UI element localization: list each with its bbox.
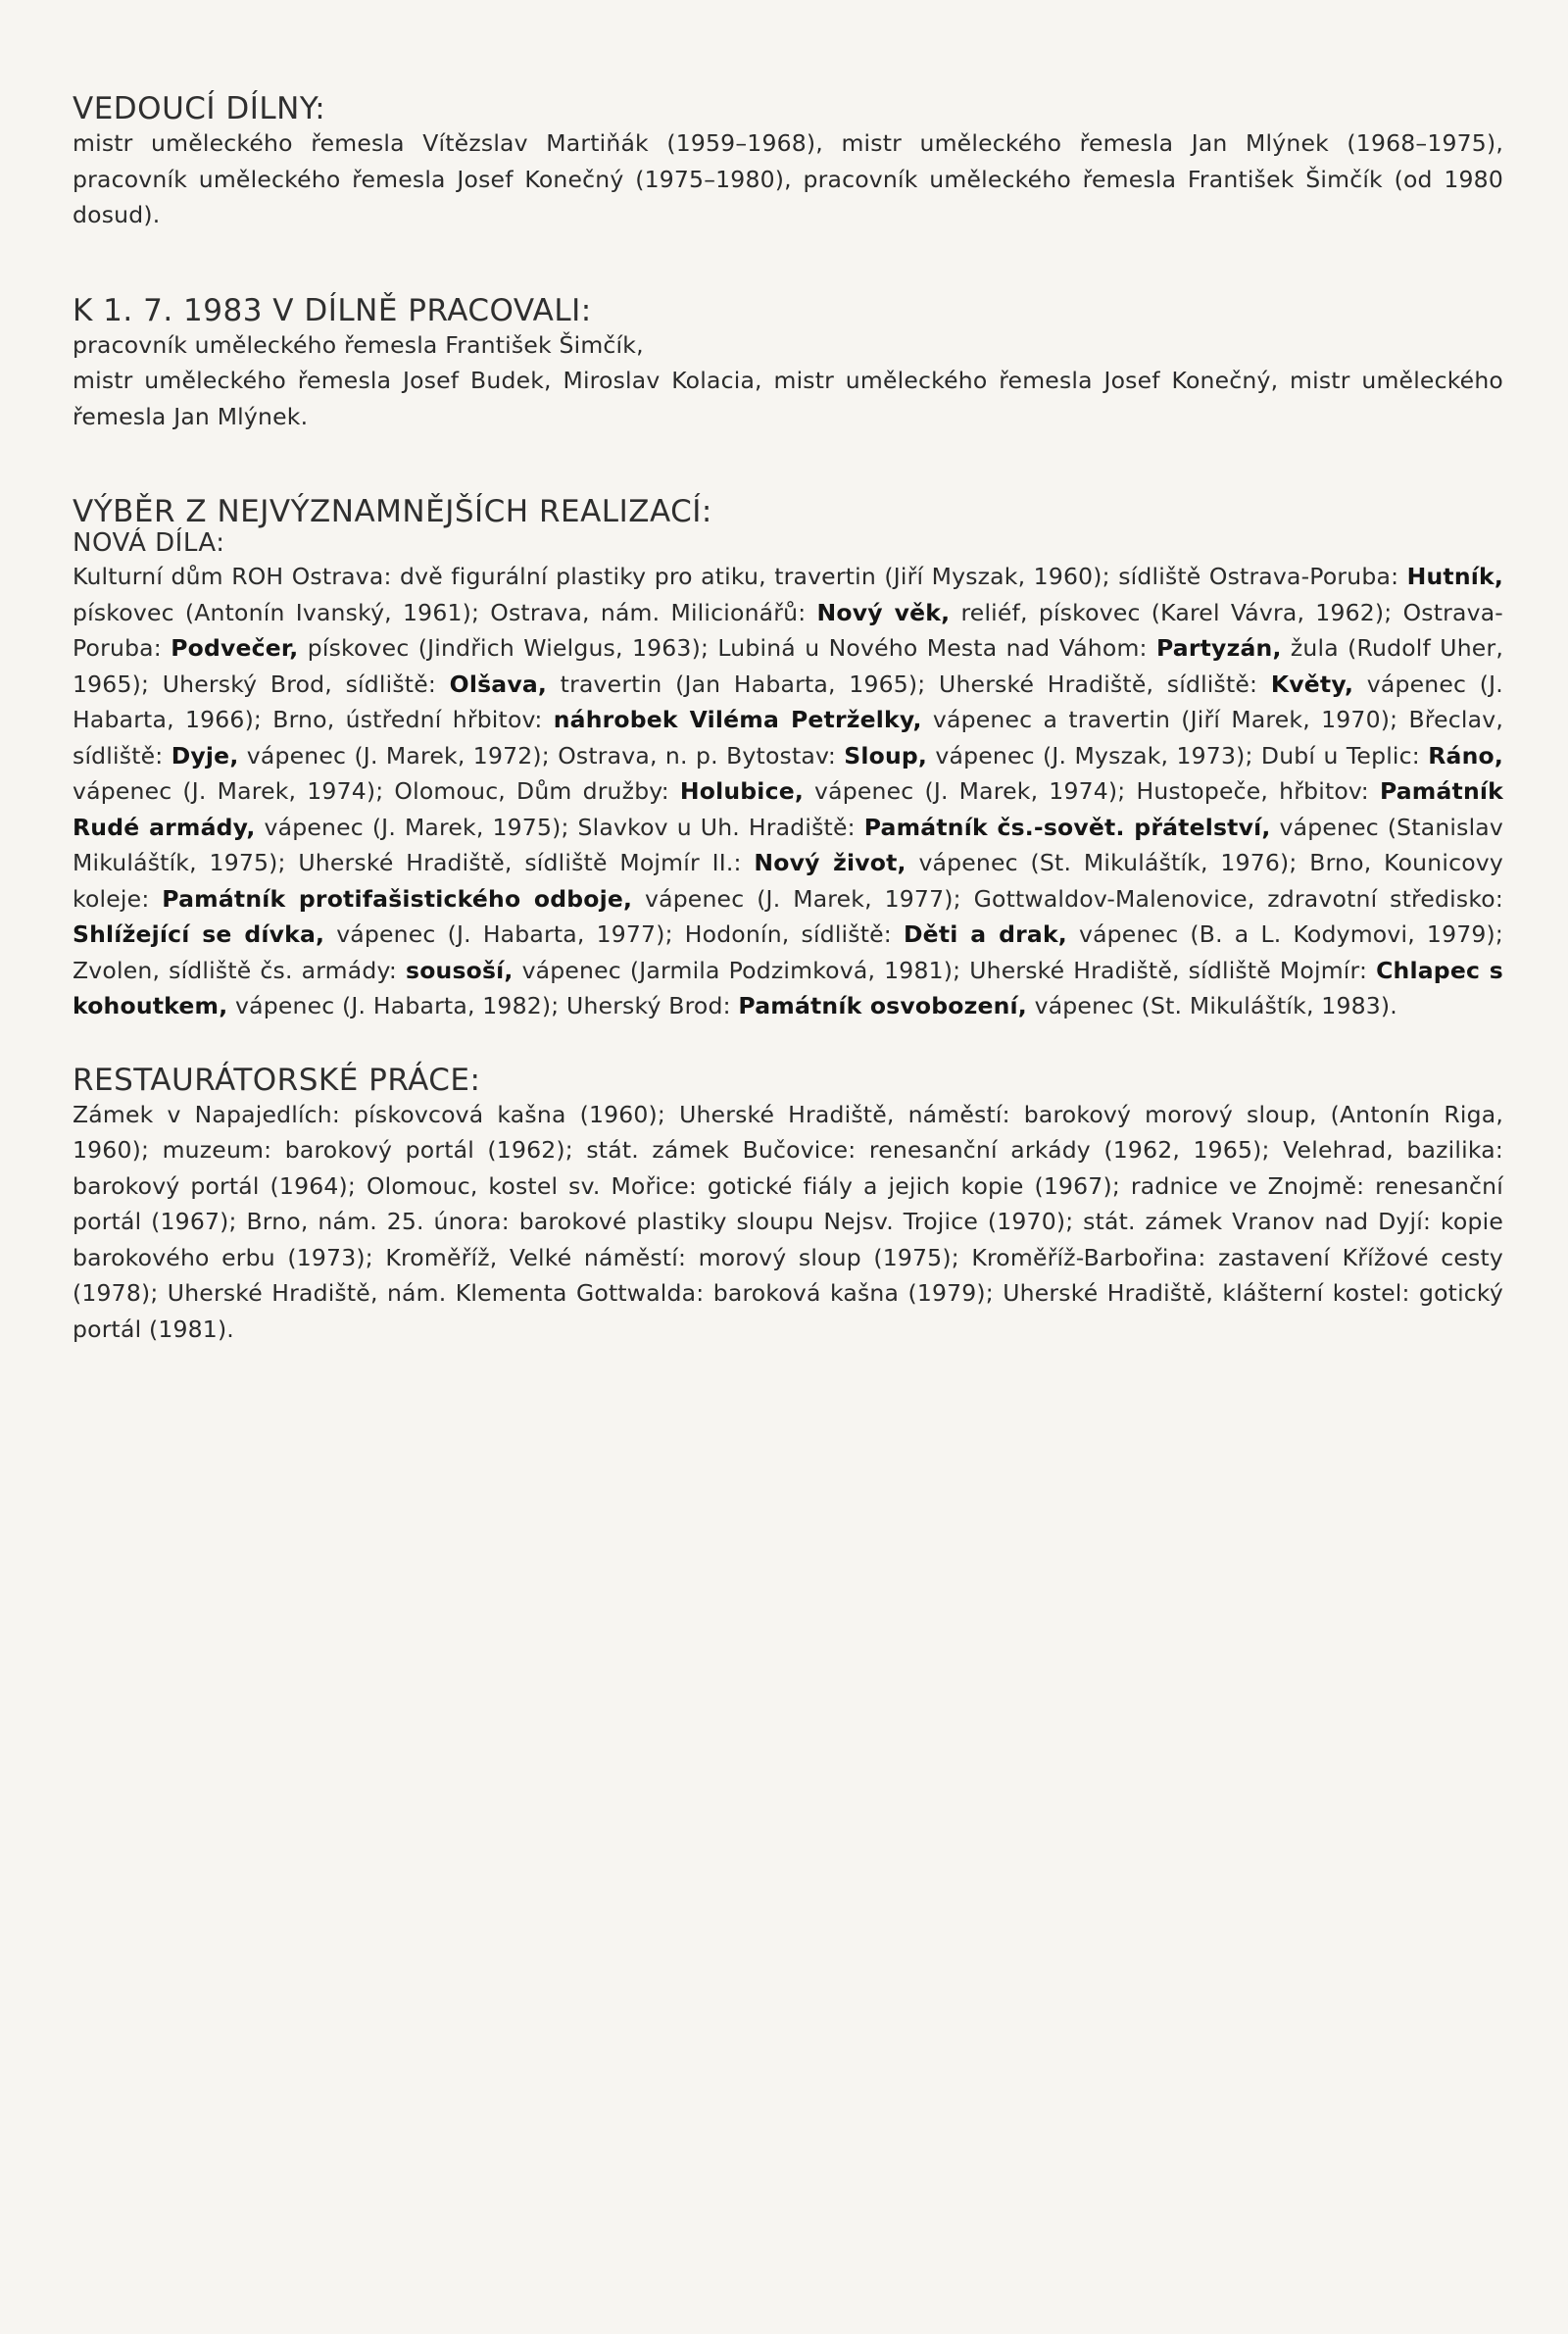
work-description: travertin (Jan Habarta, 1965); Uherské Hradiště, sídliště: (547, 670, 1271, 698)
work-title: Podvečer, (171, 634, 299, 662)
workers-line-1: pracovník uměleckého řemesla František Šimčík, (73, 330, 644, 359)
work-title: Památník protifašistického odboje, (162, 884, 633, 913)
work-title: Ráno, (1428, 741, 1503, 770)
work-title: Dyje, (171, 741, 239, 770)
work-description: pískovec (Antonín Ivanský, 1961); Ostrava, nám. Milicionářů: (73, 598, 817, 626)
work-title: Památník osvobození, (738, 992, 1027, 1019)
work-description: reliéf, pískovec (Karel Vávra, 1962); Ostrava-Poruba: (73, 598, 1503, 662)
work-description: vápenec (J. Marek, 1974); Olomouc, Dům družby: (73, 777, 680, 805)
staff-heading: VEDOUCÍ DÍLNY: (73, 91, 326, 126)
work-title: Nový život, (754, 849, 906, 876)
work-description: vápenec (Stanislav Mikuláštík, 1975); Uherské Hradiště, sídliště Mojmír II.: (73, 813, 1504, 876)
workers-heading: K 1. 7. 1983 V DÍLNĚ PRACOVALI: (73, 292, 592, 328)
workers-text (73, 327, 1503, 435)
work-title: Olšava, (449, 670, 548, 698)
work-description: vápenec (J. Myszak, 1973); Dubí u Teplic: (927, 741, 1429, 770)
work-description: vápenec (J. Marek, 1972); Ostrava, n. p. Bytostav: (238, 741, 845, 770)
work-description: vápenec (Jarmila Podzimková, 1981); Uherské Hradiště, sídliště Mojmír: (513, 956, 1377, 984)
work-title: Chlapec s kohoutkem, (73, 956, 1503, 1019)
work-title: náhrobek Viléma Petrželky, (553, 706, 922, 733)
work-description: vápenec (J. Habarta, 1977); Hodonín, sídliště: (324, 920, 904, 948)
works-heading: VÝBĚR Z NEJVÝZNAMNĚJŠÍCH REALIZACÍ: (73, 494, 712, 529)
work-title: Holubice, (679, 777, 804, 805)
work-title: Shlížející se dívka, (73, 920, 325, 948)
work-title: Hutník, (1406, 563, 1503, 590)
staff-section (73, 92, 1503, 233)
work-description: vápenec (St. Mikuláštík, 1983). (1026, 992, 1397, 1019)
work-title: Partyzán, (1155, 634, 1282, 662)
work-description: vápenec (J. Habarta, 1982); Uherský Brod: (227, 992, 739, 1019)
work-description: vápenec (J. Habarta, 1966); Brno, ústřední hřbitov: (73, 670, 1503, 733)
workers-line-2: mistr uměleckého řemesla Josef Budek, Miroslav Kolacia, mistr uměleckého řemesla Josef Konečný, mistr uměleckého řemesla Jan Mlýnek. (73, 367, 1503, 430)
works-section (73, 495, 1503, 1024)
work-title: Děti a drak, (903, 920, 1067, 948)
workers-section (73, 294, 1503, 435)
work-description: vápenec a travertin (Jiří Marek, 1970); Břeclav, sídliště: (73, 706, 1503, 770)
restoration-section (73, 1064, 1503, 1348)
work-description: Kulturní dům ROH Ostrava: dvě figurální plastiky pro atiku, travertin (Jiří Myszak, 1960); sídliště Ostrava-Poruba: (73, 563, 1407, 590)
restoration-heading: RESTAURÁTORSKÉ PRÁCE: (73, 1062, 481, 1098)
staff-text: mistr uměleckého řemesla Vítězslav Martiňák (1959–1968), mistr uměleckého řemesla Jan Mlýnek (1968–1975), pracovník uměleckého řemesla Josef Konečný (1975–1980), pracovník uměleckého řemesla František Šimčík (od 1980 dosud). (73, 129, 1503, 228)
work-description: pískovec (Jindřich Wielgus, 1963); Lubiná u Nového Mesta nad Váhom: (298, 634, 1156, 662)
work-description: vápenec (St. Mikuláštík, 1976); Brno, Kounicovy koleje: (73, 849, 1503, 913)
work-description: vápenec (J. Marek, 1974); Hustopeče, hřbitov: (803, 777, 1380, 805)
work-title: Památník čs.-sovět. přátelství, (863, 813, 1271, 841)
work-description: vápenec (J. Marek, 1977); Gottwaldov-Malenovice, zdravotní středisko: (632, 884, 1503, 913)
restoration-text: Zámek v Napajedlích: pískovcová kašna (1960); Uherské Hradiště, náměstí: barokový morový sloup, (Antonín Riga, 1960); muzeum: barokový portál (1962); stát. zámek Bučovice: renesanční arkády (1962, 1965); Velehrad, bazilika: barokový portál (1964); Olomouc, kostel sv. Mořice: gotické fiály a jejich kopie (1967); radnice ve Znojmě: renesanční portál (1967); Brno, nám. 25. února: barokové plastiky sloupu Nejsv. Trojice (1970); stát. zámek Vranov nad Dyjí: kopie barokového erbu (1973); Kroměříž, Velké náměstí: morový sloup (1975); Kroměříž-Barbořina: zastavení Křížové cesty (1978); Uherské Hradiště, nám. Klementa Gottwalda: baroková kašna (1979); Uherské Hradiště, klášterní kostel: gotický portál (1981). (73, 1100, 1503, 1343)
work-description: žula (Rudolf Uher, 1965); Uherský Brod, sídliště: (73, 634, 1503, 698)
work-description: vápenec (J. Marek, 1975); Slavkov u Uh. Hradiště: (255, 813, 864, 841)
work-title: Památník Rudé armády, (73, 777, 1503, 841)
document-page (73, 92, 1503, 1347)
new-works-subheading: NOVÁ DÍLA: (73, 528, 225, 558)
work-title: Květy, (1270, 670, 1354, 698)
works-text (73, 559, 1503, 1024)
work-description: vápenec (B. a L. Kodymovi, 1979); Zvolen, sídliště čs. armády: (73, 920, 1504, 984)
work-title: Nový věk, (816, 598, 951, 626)
work-title: sousoší, (406, 956, 514, 984)
work-title: Sloup, (844, 741, 928, 770)
